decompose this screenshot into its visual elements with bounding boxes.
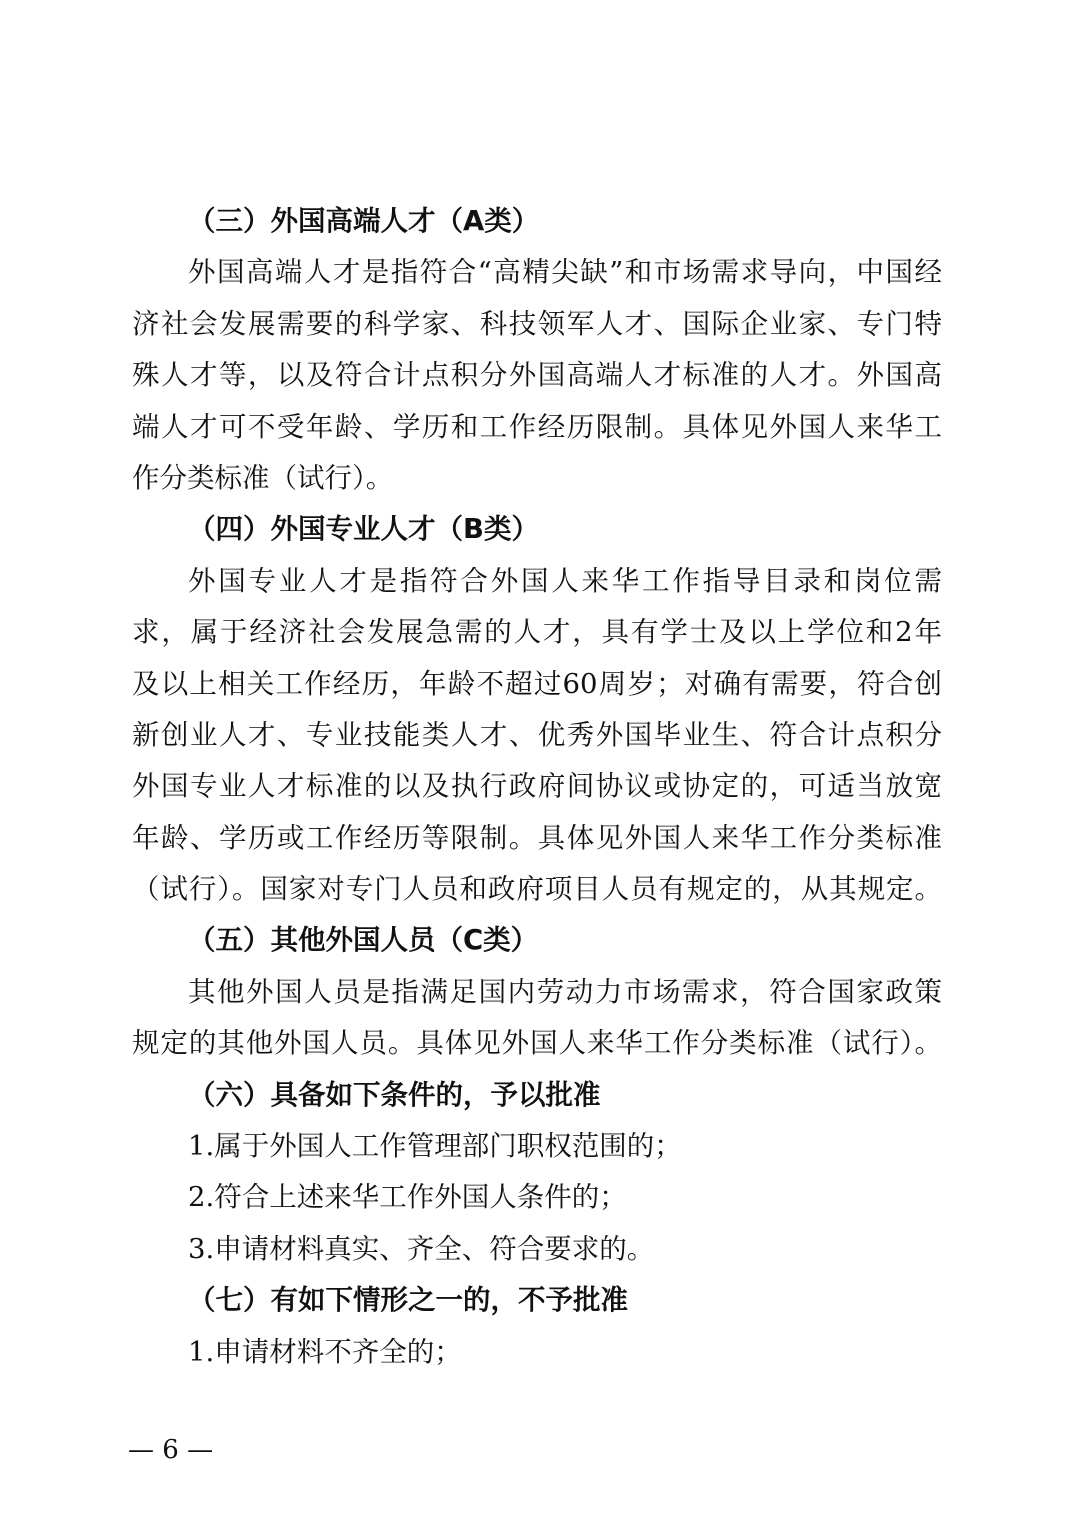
paragraph-line: 外国专业人才标准的以及执行政府间协议或协定的，可适当放宽 [132,770,942,803]
paragraph-line: 外国专业人才是指符合外国人来华工作指导目录和岗位需 [188,564,942,597]
section-heading-6: （六）具备如下条件的，予以批准 [188,1078,601,1111]
paragraph-line: 殊人才等，以及符合计点积分外国高端人才标准的人才。外国高 [132,359,942,392]
section-heading-3: （三）外国高端人才（A类） [188,205,540,237]
paragraph-line: 其他外国人员是指满足国内劳动力市场需求，符合国家政策 [188,975,942,1008]
list-item: 3.申请材料真实、齐全、符合要求的。 [188,1232,655,1265]
paragraph-line: 年龄、学历或工作经历等限制。具体见外国人来华工作分类标准 [132,821,942,854]
paragraph-line: 新创业人才、专业技能类人才、优秀外国毕业生、符合计点积分 [132,718,942,751]
section-heading-4: （四）外国专业人才（B类） [188,513,539,546]
list-item: 1.申请材料不齐全的； [188,1335,462,1368]
paragraph-line: 求，属于经济社会发展急需的人才，具有学士及以上学位和2年 [132,616,942,649]
paragraph-line: 规定的其他外国人员。具体见外国人来华工作分类标准（试行）。 [132,1027,942,1060]
paragraph-line: 外国高端人才是指符合“高精尖缺”和市场需求导向，中国经 [188,256,942,289]
list-item: 1.属于外国人工作管理部门职权范围的； [188,1130,682,1163]
paragraph-line: 作分类标准（试行）。 [132,461,394,494]
section-heading-5: （五）其他外国人员（C类） [188,924,539,957]
paragraph-line: 端人才可不受年龄、学历和工作经历限制。具体见外国人来华工 [132,410,942,443]
document-body [132,196,942,1378]
section-heading-7: （七）有如下情形之一的，不予批准 [188,1284,628,1317]
paragraph-line: （试行）。国家对专门人员和政府项目人员有规定的，从其规定。 [132,873,942,906]
paragraph-line: 济社会发展需要的科学家、科技领军人才、国际企业家、专门特 [132,307,942,340]
list-item: 2.符合上述来华工作外国人条件的； [188,1181,627,1214]
page-number: — 6 — [128,1435,214,1465]
paragraph-line: 及以上相关工作经历，年龄不超过60周岁；对确有需要，符合创 [132,667,942,700]
